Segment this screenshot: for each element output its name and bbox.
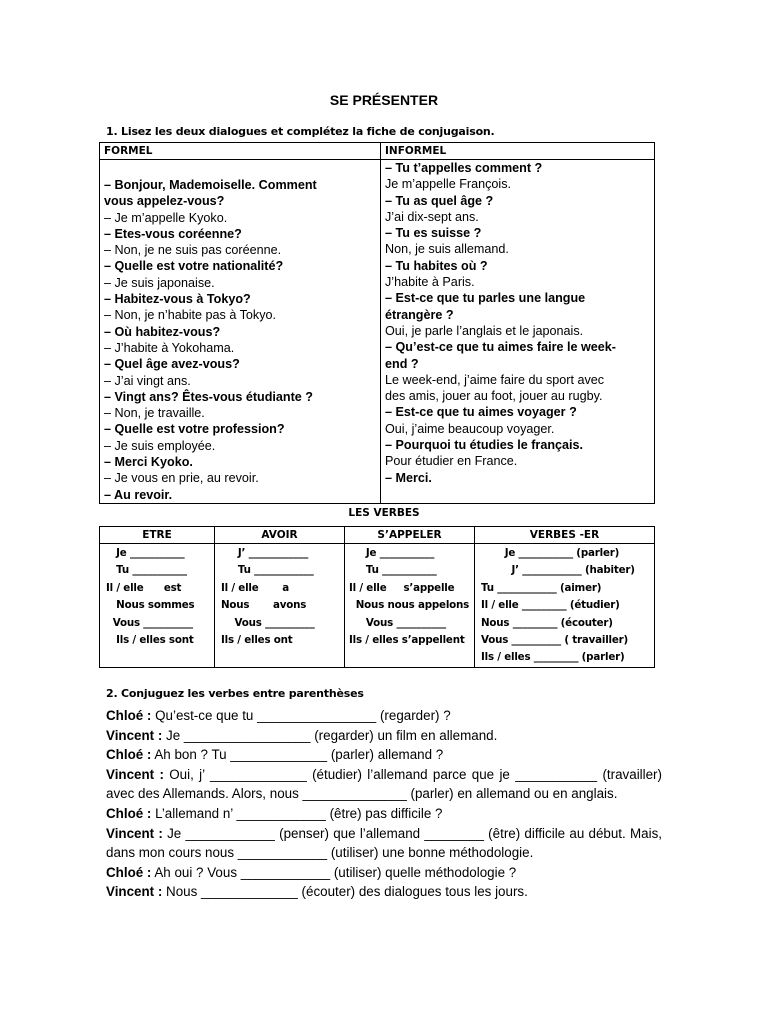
exercise2-dialogue [106, 706, 662, 902]
exercise-line [106, 726, 662, 746]
conjugation-line-sappeler: Ils / elles s’appellent [349, 634, 465, 647]
formel-line-question: – Où habitez-vous? [104, 324, 221, 339]
informel-line-question: – Tu es suisse ? [385, 226, 482, 241]
exercise-text: Oui, j’ _____________ (étudier) l’allemand parce que je ___________ (travailler) avec des Allemands. Alors, nous ______________ (parler) en allemand ou en anglais. [106, 766, 662, 802]
formel-line-answer: – J’habite à Yokohama. [104, 340, 235, 355]
conjugation-line-er: Je ___________ (parler) [481, 547, 620, 559]
formel-line-answer: – Non, je n’habite pas à Tokyo. [104, 308, 276, 323]
conjugation-line-avoir: Il / elle a [221, 581, 289, 594]
informel-dialogue [381, 160, 655, 504]
verbs-col-sappeler [345, 544, 475, 668]
conjugation-line-er: Tu ____________ (aimer) [481, 581, 602, 594]
informel-line-answer: Oui, je parle l’anglais et le japonais. [385, 323, 584, 338]
formel-line-question: – Bonjour, Mademoiselle. Comment [104, 178, 317, 192]
formel-dialogue [100, 160, 381, 504]
verbs-title: LES VERBES [348, 507, 420, 519]
conjugation-line-avoir: Tu ____________ [221, 564, 314, 577]
exercise-line [106, 745, 662, 765]
speaker-name: Vincent : [106, 727, 163, 743]
conjugation-line-avoir: Nous avons [221, 599, 307, 612]
formel-line-question: – Quelle est votre profession? [104, 422, 285, 437]
formel-line-answer: – Je suis employée. [104, 438, 216, 453]
informel-line-question: end ? [385, 356, 419, 371]
conjugation-line-er: Nous _________ (écouter) [481, 616, 613, 629]
formel-line-question: – Etes-vous coréenne? [104, 226, 242, 241]
informel-line-answer: Le week-end, j’aime faire du sport avec [385, 372, 605, 387]
exercise-text: Je _________________ (regarder) un film en allemand. [162, 727, 498, 743]
formel-line-answer: – Non, je travaille. [104, 406, 205, 421]
verbs-table [99, 526, 655, 668]
exercise-text: Qu’est-ce que tu ________________ (regarder) ? [151, 708, 451, 723]
verbs-header-avoir: AVOIR [215, 527, 345, 544]
informel-line-answer: des amis, jouer au foot, jouer au rugby. [385, 389, 603, 404]
conjugation-line-etre: Ils / elles sont [106, 634, 194, 647]
conjugation-line-avoir: Vous __________ [221, 616, 315, 629]
formel-line-answer: – Je vous en prie, au revoir. [104, 471, 259, 486]
conjugation-line-etre: Tu ___________ [106, 564, 187, 577]
exercise-text: Je ____________ (penser) que l’allemand ________ (être) difficile au début. Mais, dans mon cours nous ____________ (utiliser) une bonne méthodologie. [106, 825, 662, 861]
formel-line-question: vous appelez-vous? [104, 194, 225, 209]
informel-line-answer: Non, je suis allemand. [385, 242, 509, 257]
exercise-text: Nous _____________ (écouter) des dialogues tous les jours. [162, 884, 528, 900]
exercise-line [106, 765, 662, 804]
conjugation-line-etre: Je ___________ [106, 547, 185, 559]
speaker-name: Vincent : [106, 884, 163, 900]
informel-line-answer: J’ai dix-sept ans. [385, 209, 479, 224]
verbs-col-er [475, 544, 655, 668]
verbs-header-etre: ETRE [100, 527, 215, 544]
conjugation-line-er: Ils / elles _________ (parler) [481, 651, 625, 664]
formel-line-question: – Merci Kyoko. [104, 455, 193, 470]
conjugation-line-sappeler: Nous nous appelons [349, 599, 470, 612]
informel-line-question: – Est-ce que tu parles une langue [385, 291, 586, 306]
speaker-name: Vincent : [106, 766, 164, 782]
conjugation-line-sappeler: Tu ___________ [349, 564, 437, 577]
formel-line-answer: – Je suis japonaise. [104, 275, 215, 290]
informel-line-question: étrangère ? [385, 307, 454, 322]
speaker-name: Chloé : [106, 864, 152, 880]
informel-line-question: – Tu habites où ? [385, 258, 488, 273]
formel-line-question: – Quel âge avez-vous? [104, 357, 240, 372]
informel-line-answer: J’habite à Paris. [385, 275, 475, 290]
informel-line-question: – Merci. [385, 470, 432, 485]
page-title: SE PRÉSENTER [329, 92, 439, 108]
conjugation-line-sappeler: Vous __________ [349, 616, 446, 629]
conjugation-line-er: Vous __________ ( travailler) [481, 634, 629, 647]
verbs-col-etre [100, 544, 215, 668]
informel-line-question: – Pourquoi tu étudies le français. [385, 438, 584, 453]
verbs-col-avoir [215, 544, 345, 668]
informel-line-answer: Je m’appelle François. [385, 177, 511, 192]
formel-line-question: – Vingt ans? Êtes-vous étudiante ? [104, 389, 314, 404]
informel-line-question: – Tu t’appelles comment ? [385, 161, 543, 175]
informel-line-answer: Pour étudier en France. [385, 454, 518, 469]
verbs-header-sappeler: S’APPELER [345, 527, 475, 544]
exercise-text: Ah bon ? Tu _____________ (parler) allemand ? [151, 747, 444, 763]
exercise1-heading: 1. Lisez les deux dialogues et complétez la fiche de conjugaison. [106, 125, 495, 138]
formel-line-answer: – Non, je ne suis pas coréenne. [104, 243, 282, 258]
informel-line-question: – Est-ce que tu aimes voyager ? [385, 405, 577, 420]
formel-line-question: – Habitez-vous à Tokyo? [104, 292, 251, 307]
formel-line-answer: – J’ai vingt ans. [104, 373, 191, 388]
exercise-line [106, 824, 662, 863]
formel-line-question: – Quelle est votre nationalité? [104, 259, 284, 274]
conjugation-line-avoir: J’ ____________ [221, 547, 309, 559]
conjugation-line-etre: Nous sommes [106, 599, 195, 612]
formel-line-question: – Au revoir. [104, 487, 173, 502]
informel-line-question: – Tu as quel âge ? [385, 193, 494, 208]
conjugation-line-sappeler: Il / elle s’appelle [349, 581, 455, 594]
conjugation-line-sappeler: Je ___________ [349, 547, 435, 559]
speaker-name: Chloé : [106, 747, 152, 763]
dialogues-table [99, 142, 655, 504]
conjugation-line-er: J’ ____________ (habiter) [481, 564, 635, 577]
conjugation-line-etre: Vous __________ [106, 616, 193, 629]
exercise-text: Ah oui ? Vous ____________ (utiliser) quelle méthodologie ? [151, 864, 517, 880]
speaker-name: Vincent : [106, 825, 163, 841]
speaker-name: Chloé : [106, 708, 152, 723]
exercise2-heading: 2. Conjuguez les verbes entre parenthèses [106, 687, 364, 700]
exercise-line [106, 804, 662, 824]
speaker-name: Chloé : [106, 805, 152, 821]
informel-line-question: – Qu’est-ce que tu aimes faire le week- [385, 340, 616, 355]
column-header-informel: INFORMEL [381, 143, 655, 160]
conjugation-line-er: Il / elle _________ (étudier) [481, 599, 620, 612]
column-header-formel: FORMEL [100, 143, 381, 160]
exercise-text: L’allemand n’ ____________ (être) pas difficile ? [151, 805, 443, 821]
exercise-line [106, 882, 662, 902]
exercise-line [106, 863, 662, 883]
verbs-header-er: VERBES -ER [475, 527, 655, 544]
conjugation-line-etre: Il / elle est [106, 581, 182, 594]
exercise-line [106, 706, 662, 726]
informel-line-answer: Oui, j’aime beaucoup voyager. [385, 421, 555, 436]
formel-line-answer: – Je m’appelle Kyoko. [104, 210, 228, 225]
conjugation-line-avoir: Ils / elles ont [221, 634, 293, 647]
